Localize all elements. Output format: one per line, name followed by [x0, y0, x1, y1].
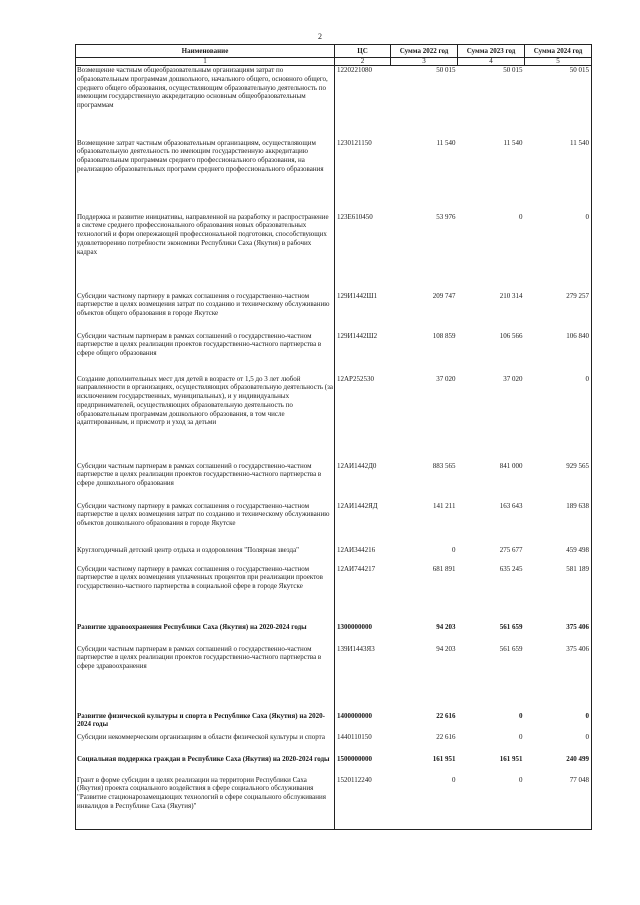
row-code: 12АИ344216: [337, 545, 376, 554]
column-number: 2: [335, 58, 391, 66]
table-row: [76, 66, 592, 139]
row-2023: 0: [519, 732, 523, 741]
table-row: [76, 502, 592, 546]
column-number: 1: [76, 58, 335, 66]
row-2023: 0: [519, 711, 523, 720]
row-2024: 50 015: [525, 66, 592, 139]
row-2022: 209 747: [432, 291, 456, 300]
row-name: Поддержка и развитие инициативы, направленной на разработку и распространение в системе среднего профессионального образования новых образовательных технологий и форм опережающей профессиональной подготовки, способствующих удовлетворению потребности экономики Республики Саха (Якутия) в рабочих кадрах: [76, 213, 335, 292]
budget-table: [75, 44, 592, 830]
column-number-row: [76, 58, 592, 66]
row-2023: 11 540: [503, 138, 523, 147]
table-row: [76, 712, 592, 733]
row-2022: 141 211: [433, 501, 456, 510]
row-name: Развитие физической культуры и спорта в Республике Саха (Якутия) на 2020-2024 годы: [76, 712, 335, 733]
row-2024: 106 840: [525, 332, 592, 375]
row-2023: 37 020: [503, 374, 523, 383]
table-row: [76, 139, 592, 213]
row-code: 129И1442Ш1: [337, 291, 378, 300]
row-2023: 0: [519, 212, 523, 221]
row-2022: 11 540: [436, 138, 456, 147]
header-2023: Сумма 2023 год: [458, 45, 525, 58]
row-code: 12АИ1442Д0: [337, 461, 377, 470]
row-2022: 94 203: [436, 622, 456, 631]
row-2024: 0: [525, 213, 592, 292]
row-2023: 161 951: [499, 754, 523, 763]
header-2022: Сумма 2022 год: [391, 45, 458, 58]
row-code: 1520112240: [335, 776, 391, 830]
row-2022: 883 565: [432, 461, 456, 470]
row-2024: 581 189: [525, 565, 592, 623]
row-code: 129И1442Ш2: [337, 331, 378, 340]
page-number: 2: [318, 32, 322, 41]
row-name: Субсидии частным партнерам в рамках соглашений о государственно-частном партнерстве в целях реализации проектов государственно-частного партнерства в сфере здравоохранения: [76, 645, 335, 712]
row-name: Субсидии некоммерческим организациям в области физической культуры и спорта: [76, 733, 335, 755]
table-row: [76, 332, 592, 375]
table-row: [76, 462, 592, 502]
row-code: 12АИ1442ЯД: [337, 501, 378, 510]
row-2022: 161 951: [432, 754, 456, 763]
table-row: [76, 645, 592, 712]
row-2023: 210 314: [499, 291, 523, 300]
row-2022: 0: [391, 776, 458, 830]
row-code: 12АР252530: [337, 374, 374, 383]
row-2023: 50 015: [503, 66, 523, 74]
row-2024: 189 638: [525, 502, 592, 546]
row-code: 123E610450: [337, 212, 373, 221]
row-name: Возмещение затрат частным образовательным организациям, осуществляющим образовательную деятельность по имеющим государственную аккредитацию образовательным программам среднего профессионального образования, на реализацию образовательных программ среднего профессионального образования: [76, 139, 335, 213]
row-name: Субсидии частному партнеру в рамках соглашения о государственно-частном партнерстве в целях возмещения затрат по созданию и техническому обслуживанию объектов общего образования в городе Якутске: [76, 292, 335, 332]
row-2023: 106 566: [499, 331, 523, 340]
row-2022: 681 891: [432, 564, 456, 573]
table-row: [76, 755, 592, 776]
row-2024: 240 499: [525, 755, 592, 776]
row-2023: 561 659: [499, 622, 523, 631]
row-2022: 53 976: [436, 212, 456, 221]
column-number: 3: [391, 58, 458, 66]
table-row: [76, 292, 592, 332]
row-2024: 375 406: [525, 623, 592, 645]
table-row: [76, 776, 592, 830]
row-name: Круглогодичный детский центр отдыха и оздоровления "Полярная звезда": [76, 546, 335, 565]
row-2024: 459 498: [525, 546, 592, 565]
row-2023: 0: [458, 776, 525, 830]
row-2022: 108 859: [432, 331, 456, 340]
table-row: [76, 375, 592, 462]
header-row: [76, 45, 592, 58]
row-2022: 22 616: [436, 711, 456, 720]
row-2024: 0: [525, 712, 592, 733]
row-code: 12АИ744217: [337, 564, 376, 573]
column-number: 4: [458, 58, 525, 66]
row-name: Субсидии частным партнерам в рамках соглашений о государственно-частном партнерстве в целях реализации проектов государственно-частного партнерства в сфере общего образования: [76, 332, 335, 375]
row-2024: 0: [525, 375, 592, 462]
column-number: 5: [525, 58, 592, 66]
table-row: [76, 213, 592, 292]
row-code: 1440110150: [337, 732, 372, 741]
row-code: 1230121150: [337, 138, 372, 147]
row-2024: 11 540: [525, 139, 592, 213]
row-2024: 0: [525, 733, 592, 755]
row-2023: 561 659: [499, 644, 523, 653]
row-2023: 635 245: [499, 564, 523, 573]
row-2023: 163 643: [499, 501, 523, 510]
row-name: Создание дополнительных мест для детей в возрасте от 1,5 до 3 лет любой направленности в организациях, осуществляющих образовательную деятельность (за исключением государственных, муниципальных), и у индивидуальных предпринимателей, осуществляющих образовательную деятельность по образовательным программам дошкольного образования, в том числе адаптированным, и присмотр и уход за детьми: [76, 375, 335, 462]
row-2024: 77 048: [525, 776, 592, 830]
row-2022: 22 616: [436, 732, 456, 741]
row-2022: 37 020: [436, 374, 456, 383]
table-row: [76, 733, 592, 755]
row-2023: 275 677: [499, 545, 523, 554]
row-name: Развитие здравоохранения Республики Саха (Якутия) на 2020-2024 годы: [76, 623, 335, 645]
row-2022: 94 203: [436, 644, 456, 653]
table-row: [76, 623, 592, 645]
row-name: Субсидии частным партнерам в рамках соглашений о государственно-частном партнерстве в целях реализации проектов государственно-частного партнерства в сфере дошкольного образования: [76, 462, 335, 502]
row-name: Социальная поддержка граждан в Республике Саха (Якутия) на 2020-2024 годы: [76, 755, 335, 776]
row-name: Возмещение частным общеобразовательным организациям затрат по образовательным программам дошкольного, начального общего, основного общего, среднего общего образования, осуществляющим образовательную деятельность по имеющим государственную аккредитацию основным общеобразовательным программам: [76, 66, 335, 139]
header-name: Наименование: [76, 45, 335, 58]
row-2024: 279 257: [525, 292, 592, 332]
row-2023: 841 000: [499, 461, 523, 470]
row-code: 1500000000: [337, 754, 372, 763]
row-2022: 50 015: [436, 66, 456, 74]
row-name: Грант в форме субсидии в целях реализации на территории Республики Саха (Якутия) проекта социального воздействия в сфере социального обслуживания "Развитие стационарозамещающих технологий в сфере социального обслуживания инвалидов в Республике Саха (Якутия)": [76, 776, 335, 830]
row-name: Субсидии частному партнеру в рамках соглашения о государственно-частном партнерстве в целях возмещения уплаченных процентов при реализации проектов государственно-частного партнерства в социальной сфере в городе Якутске: [76, 565, 335, 623]
table-row: [76, 565, 592, 623]
header-code: ЦС: [335, 45, 391, 58]
row-2024: 375 406: [525, 645, 592, 712]
row-2024: 929 565: [525, 462, 592, 502]
row-code: 1220221080: [337, 66, 372, 74]
table-row: [76, 546, 592, 565]
header-2024: Сумма 2024 год: [525, 45, 592, 58]
row-code: 139И1443Я3: [337, 644, 375, 653]
row-code: 1400000000: [337, 711, 372, 720]
row-name: Субсидии частному партнеру в рамках соглашения о государственно-частном партнерстве в целях возмещения затрат по созданию и техническому обслуживанию объектов дошкольного образования в городе Якутске: [76, 502, 335, 546]
row-code: 1300000000: [337, 622, 372, 631]
row-2022: 0: [452, 545, 456, 554]
